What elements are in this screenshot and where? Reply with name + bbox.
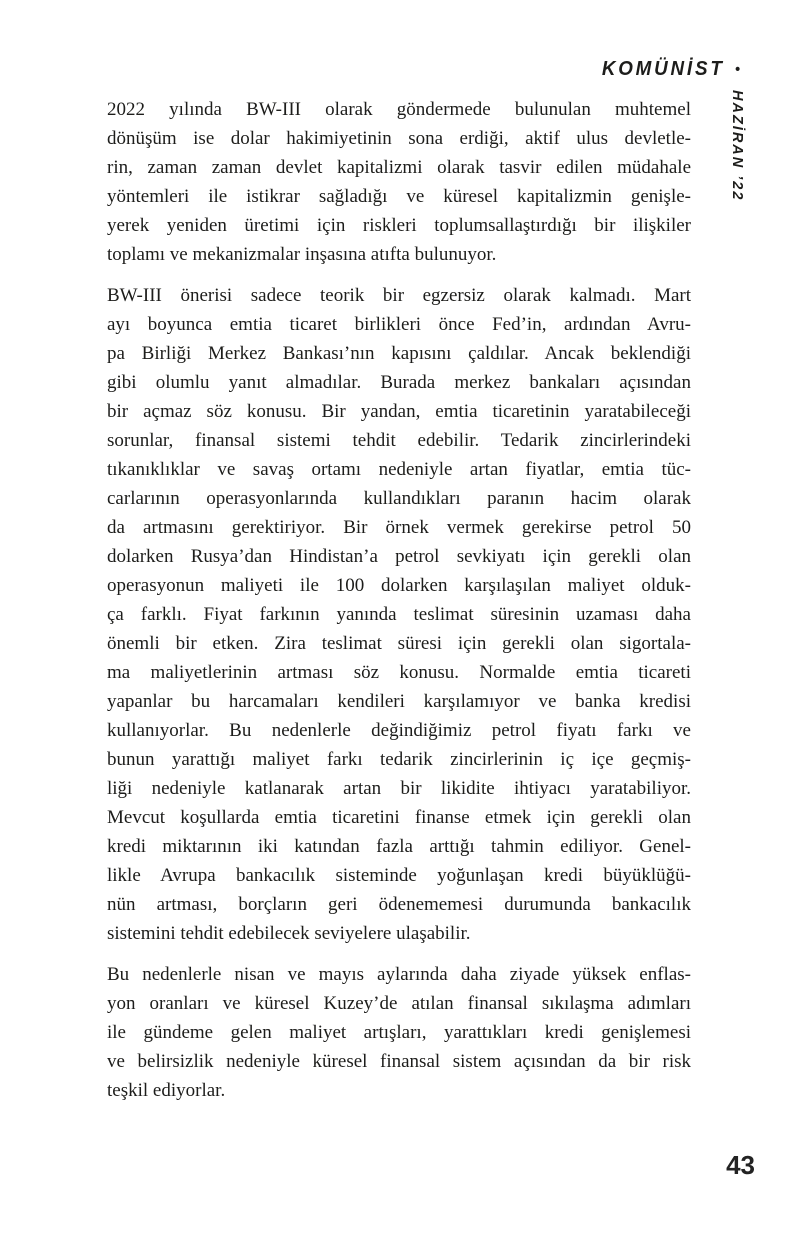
paragraph [107, 960, 691, 1105]
journal-title: KOMÜNİST [601, 58, 725, 80]
text-line: Mevcut koşullarda emtia ticaretini finanse etmek için gerekli olan [107, 807, 691, 828]
text-line: likle Avrupa bankacılık sisteminde yoğunlaşan kredi büyüklüğü- [107, 865, 691, 886]
paragraph [107, 281, 691, 948]
text-line: operasyonun maliyeti ile 100 dolarken karşılaşılan maliyet olduk- [107, 575, 691, 596]
text-line: bir açmaz söz konusu. Bir yandan, emtia ticaretinin yaratabileceği [107, 401, 691, 422]
text-line: bunun yarattığı maliyet farkı tedarik zincirlerinin iç içe geçmiş- [107, 749, 691, 770]
text-line: toplamı ve mekanizmalar inşasına atıfta bulunuyor. [107, 244, 497, 265]
text-line: yapanlar bu harcamaları kendileri karşılamıyor ve banka kredisi [107, 691, 691, 712]
text-line: ayı boyunca emtia ticaret birlikleri önce Fed’in, ardından Avru- [107, 314, 691, 335]
text-line: ça farklı. Fiyat farkının yanında teslimat süresinin uzaması daha [107, 604, 691, 625]
text-line: önemli bir etken. Zira teslimat süresi için gerekli olan sigortala- [107, 633, 691, 654]
paragraph [107, 95, 691, 269]
text-line: da artmasını gerektiriyor. Bir örnek vermek gerekirse petrol 50 [107, 517, 691, 538]
text-line: tıkanıklıklar ve savaş ortamı nedeniyle artan fiyatlar, emtia tüc- [107, 459, 691, 480]
page-number: 43 [726, 1150, 755, 1180]
text-line: sistemini tehdit edebilecek seviyelere ulaşabilir. [107, 923, 471, 944]
text-line: ma maliyetlerinin artması söz konusu. Normalde emtia ticareti [107, 662, 691, 683]
bullet-icon: • [735, 61, 740, 78]
text-line: yon oranları ve küresel Kuzey’de atılan finansal sıkılaşma adımları [107, 993, 691, 1014]
article-body [107, 95, 691, 1105]
text-line: dolarken Rusya’dan Hindistan’a petrol sevkiyatı için gerekli olan [107, 546, 691, 567]
text-line: dönüşüm ise dolar hakimiyetinin sona erdiği, aktif ulus devletle- [107, 128, 691, 149]
text-line: ve belirsizlik nedeniyle küresel finansal sistem açısından da bir risk [107, 1051, 691, 1072]
text-line: BW-III önerisi sadece teorik bir egzersiz olarak kalmadı. Mart [107, 285, 691, 306]
text-line: carlarının operasyonlarında kullandıkları paranın hacim olarak [107, 488, 691, 509]
text-line: pa Birliği Merkez Bankası’nın kapısını çaldılar. Ancak beklendiği [107, 343, 691, 364]
text-line: sorunlar, finansal sistemi tehdit edebilir. Tedarik zincirlerindeki [107, 430, 691, 451]
text-line: kredi miktarının iki katından fazla arttığı tahmin ediliyor. Genel- [107, 836, 691, 857]
text-line: rin, zaman zaman devlet kapitalizmi olarak tasvir edilen müdahale [107, 157, 691, 178]
text-line: teşkil ediyorlar. [107, 1080, 226, 1101]
text-line: yöntemleri ile istikrar sağladığı ve küresel kapitalizmin genişle- [107, 186, 691, 207]
text-line: ile gündeme gelen maliyet artışları, yarattıkları kredi genişlemesi [107, 1022, 691, 1043]
text-line: yerek yeniden üretimi için riskleri toplumsallaştırdığı bir ilişkiler [107, 215, 691, 236]
text-line: kullanıyorlar. Bu nedenlerle değindiğimiz petrol fiyatı farkı ve [107, 720, 691, 741]
text-line: nün artması, borçların geri ödenememesi durumunda bankacılık [107, 894, 691, 915]
text-line: liği nedeniyle katlanarak artan bir likidite ihtiyacı yaratabiliyor. [107, 778, 691, 799]
running-head [602, 58, 740, 81]
text-line: 2022 yılında BW-III olarak göndermede bulunulan muhtemel [107, 99, 691, 120]
issue-label: HAZİRAN ’22 [729, 90, 745, 202]
text-line: Bu nedenlerle nisan ve mayıs aylarında daha ziyade yüksek enflas- [107, 964, 691, 985]
text-line: gibi olumlu yanıt almadılar. Burada merkez bankaları açısından [107, 372, 691, 393]
